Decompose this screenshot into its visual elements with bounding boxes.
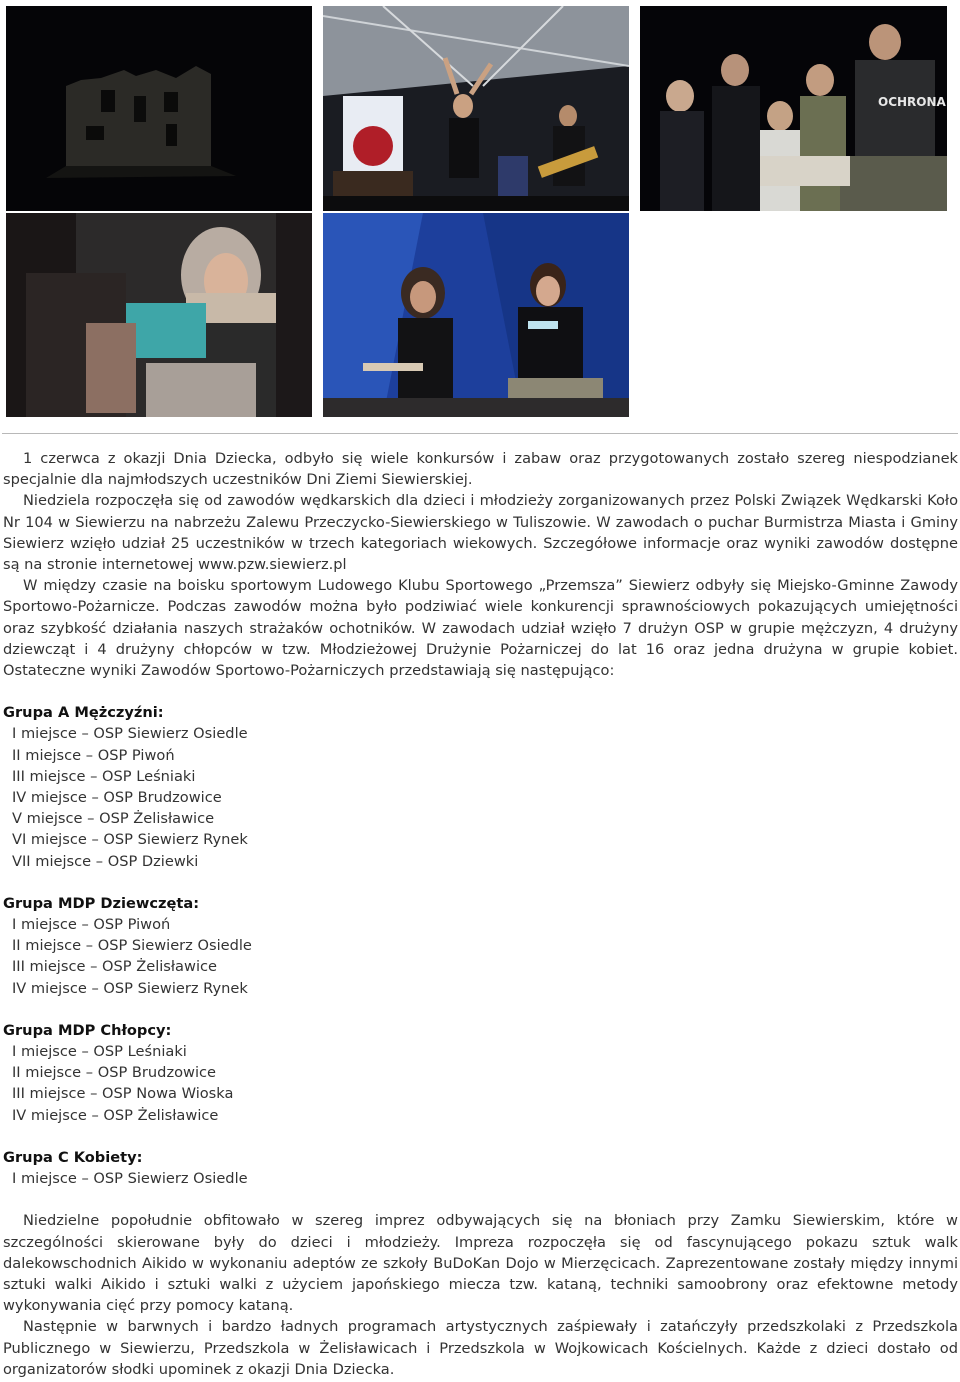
group-title: Grupa C Kobiety: — [3, 1148, 143, 1166]
results-list — [3, 1168, 958, 1189]
results-list — [3, 914, 958, 999]
result-item: III miejsce – OSP Leśniaki — [12, 767, 196, 785]
result-item: I miejsce – OSP Leśniaki — [12, 1043, 187, 1061]
intro-paragraph-3: W między czasie na boisku sportowym Ludowego Klubu Sportowego „Przemsza” Siewierz odbyły się Miejsko-Gminne Zawody Sportowo-Pożarnicze. Podczas zawodów można było podziwiać wiele konkurencji sprawnościowych pokazujących umiejętności oraz szybkość działania naszych strażaków ochotników. W zawodach udział wzięło 7 drużyn OSP w grupie mężczyzn, 4 drużyny dziewcząt i 4 drużyny chłopców w tzw. Młodzieżowej Drużynie Pożarniczej do lat 16 oraz jedna drużyna w grupie kobiet. Ostateczne wyniki Zawodów Sportowo-Pożarniczych przedstawiają się następująco: — [3, 577, 958, 680]
intro-paragraph-2: Niedziela rozpoczęła się od zawodów wędkarskich dla dzieci i młodzieży zorganizowanych przez Polski Związek Wędkarski Koło Nr 104 w Siewierzu na nabrzeżu Zalewu Przeczycko-Siewierskiego w Tuliszowie. W zawodach o puchar Burmistrza Miasta i Gminy Siewierz wzięło udział 25 uczestników w trzech kategoriach wiekowych. Szczegółowe informacje oraz wyniki zawodów dostępne są na stronie internetowej www.pzw.siewierz.pl — [3, 492, 958, 574]
article-body — [3, 448, 958, 1380]
ochrona-label: OCHRONA — [878, 95, 946, 109]
result-item: IV miejsce – OSP Brudzowice — [12, 789, 222, 807]
result-item: I miejsce – OSP Siewierz Osiedle — [12, 725, 248, 743]
photo-crowd-ochrona-icon — [640, 6, 947, 211]
outro-paragraph-1: Niedzielne popołudnie obfitowało w szereg imprez odbywających się na błoniach przy Zamku Siewierskim, które w szczególności skierowane były do dzieci i młodzieży. Impreza rozpoczęła się od fascynującego pokazu sztuk walk dalekowschodnich Aikido w wykonaniu adeptów ze szkoły BuDoKan Dojo w Mierzęcicach. Zaprezentowane zostały między innymi sztuki walki Aikido i sztuki walki z użyciem japońskiego miecza tzw. kataną, techniki samoobrony oraz efektowne metody wykonywania cięć przy pomocy kataną. — [3, 1212, 958, 1315]
photo-castle-ruins-icon — [6, 6, 312, 211]
result-item: I miejsce – OSP Piwoń — [12, 916, 171, 934]
result-item: VI miejsce – OSP Siewierz Rynek — [12, 831, 248, 849]
group-title: Grupa MDP Chłopcy: — [3, 1021, 172, 1039]
result-item: IV miejsce – OSP Żelisławice — [12, 1106, 219, 1124]
result-item: III miejsce – OSP Nowa Wioska — [12, 1085, 234, 1103]
photo-gallery — [0, 0, 960, 425]
concert-stage-photo[interactable] — [323, 6, 629, 211]
group-title: Grupa MDP Dziewczęta: — [3, 894, 200, 912]
result-item: VII miejsce – OSP Dziewki — [12, 852, 199, 870]
castle-ruins-photo[interactable] — [6, 6, 312, 211]
musicians-tent-photo[interactable] — [323, 213, 629, 417]
outro-paragraph-2: Następnie w barwnych i bardzo ładnych programach artystycznych zaśpiewały i zatańczyły przedszkolaki z Przedszkola Publicznego w Siewierzu, Przedszkola w Żelisławicach i Przedszkola w Wojkowicach Kościelnych. Każde z dzieci dostało od organizatorów słodki upominek z okazji Dnia Dziecka. — [3, 1318, 958, 1378]
photo-concert-stage-icon — [323, 6, 629, 211]
result-item: I miejsce – OSP Siewierz Osiedle — [12, 1170, 248, 1188]
result-item: II miejsce – OSP Piwoń — [12, 746, 175, 764]
result-item: V miejsce – OSP Żelisławice — [12, 810, 215, 828]
divider — [2, 433, 958, 434]
results-list — [3, 723, 958, 871]
result-item: II miejsce – OSP Brudzowice — [12, 1064, 217, 1082]
result-item: III miejsce – OSP Żelisławice — [12, 958, 217, 976]
results-list — [3, 1041, 958, 1126]
result-item: IV miejsce – OSP Siewierz Rynek — [12, 979, 248, 997]
photo-tent-meeting-icon — [323, 213, 629, 417]
photo-autograph-icon — [6, 213, 312, 417]
crowd-security-photo[interactable] — [640, 6, 947, 211]
result-item: II miejsce – OSP Siewierz Osiedle — [12, 937, 252, 955]
autograph-signing-photo[interactable] — [6, 213, 312, 417]
group-title: Grupa A Mężczyźni: — [3, 704, 164, 722]
intro-paragraph-1: 1 czerwca z okazji Dnia Dziecka, odbyło się wiele konkursów i zabaw oraz przygotowanych zostało szereg niespodzianek specjalnie dla najmłodszych uczestników Dni Ziemi Siewierskiej. — [3, 450, 958, 489]
